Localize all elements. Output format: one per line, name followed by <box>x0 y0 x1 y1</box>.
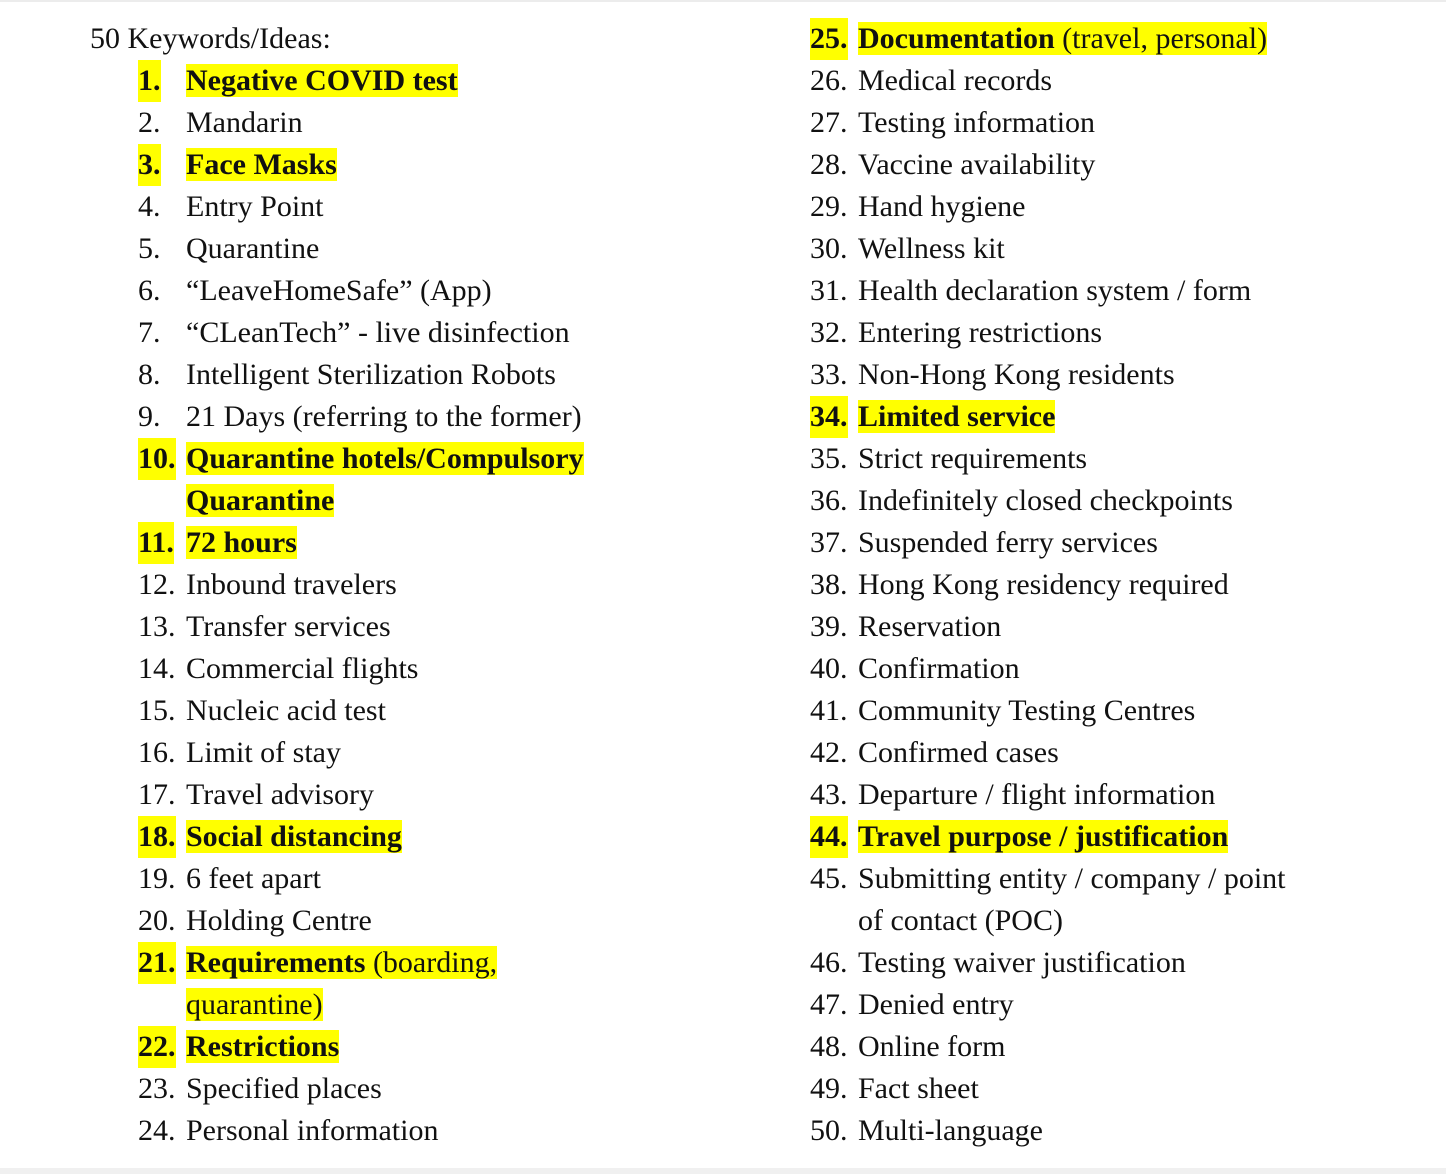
item-plain-text: quarantine) <box>186 988 323 1021</box>
list-item <box>138 732 584 774</box>
item-plain-text: Quarantine <box>186 232 320 265</box>
item-line <box>858 778 1215 811</box>
item-number: 29. <box>810 190 848 223</box>
list-item <box>810 942 1286 984</box>
item-plain-text: Commercial flights <box>186 652 419 685</box>
item-text <box>138 312 584 354</box>
item-line <box>858 148 1095 181</box>
item-line <box>186 274 492 307</box>
item-line <box>858 106 1095 139</box>
list-item <box>138 270 584 312</box>
list-item <box>138 900 584 942</box>
item-number: 10. <box>138 438 176 480</box>
item-text <box>810 438 1286 480</box>
item-text <box>810 732 1286 774</box>
item-bold-text: Requirements <box>186 946 366 979</box>
item-text <box>810 228 1286 270</box>
item-line <box>858 736 1059 769</box>
item-bold-text: Quarantine <box>186 484 335 517</box>
item-bold-text: Limited service <box>858 400 1056 433</box>
item-line <box>858 820 1228 853</box>
item-bold-text: Face Masks <box>186 148 337 181</box>
right-column <box>810 18 1286 1152</box>
list-item <box>810 522 1286 564</box>
item-text <box>138 816 584 858</box>
list-item <box>810 228 1286 270</box>
item-text <box>138 1110 584 1152</box>
list-item <box>810 354 1286 396</box>
item-line <box>186 148 337 181</box>
item-text <box>138 438 584 522</box>
list-item <box>138 144 584 186</box>
item-plain-text: Non-Hong Kong residents <box>858 358 1175 391</box>
item-number: 32. <box>810 316 848 349</box>
item-number: 4. <box>138 190 161 223</box>
item-line <box>858 694 1195 727</box>
item-number: 15. <box>138 694 176 727</box>
item-line <box>186 820 402 853</box>
item-line <box>186 862 321 895</box>
item-line <box>186 946 497 979</box>
list-item <box>138 522 584 564</box>
list-item <box>138 690 584 732</box>
item-line <box>186 358 556 391</box>
item-bold-text: 72 hours <box>186 526 297 559</box>
item-line <box>186 568 397 601</box>
item-text <box>810 564 1286 606</box>
list-item <box>810 480 1286 522</box>
item-plain-text: Travel advisory <box>186 778 375 811</box>
item-line <box>186 232 319 265</box>
list-item <box>810 1026 1286 1068</box>
list-item <box>138 438 584 522</box>
item-line <box>858 568 1229 601</box>
item-plain-text: 21 Days (referring to the former) <box>186 400 582 433</box>
item-line <box>858 1072 979 1105</box>
list-item <box>138 774 584 816</box>
item-number: 34. <box>810 396 848 438</box>
item-number: 40. <box>810 652 848 685</box>
item-line <box>858 274 1251 307</box>
item-text <box>138 690 584 732</box>
item-text <box>810 186 1286 228</box>
item-line <box>186 694 386 727</box>
item-text <box>138 396 584 438</box>
item-text <box>810 1110 1286 1152</box>
item-number: 21. <box>138 942 176 984</box>
item-plain-text: Strict requirements <box>858 442 1088 475</box>
item-text <box>810 942 1286 984</box>
item-plain-text: “CLeanTech” - live disinfection <box>186 316 570 349</box>
item-number: 39. <box>810 610 848 643</box>
item-plain-text: Intelligent Sterilization Robots <box>186 358 556 391</box>
item-line <box>858 232 1005 265</box>
item-number: 44. <box>810 816 848 858</box>
list-item <box>810 396 1286 438</box>
list-item <box>810 438 1286 480</box>
item-text <box>810 606 1286 648</box>
item-number: 30. <box>810 232 848 265</box>
item-number: 38. <box>810 568 848 601</box>
item-number: 14. <box>138 652 176 685</box>
item-plain-text: Testing information <box>858 106 1096 139</box>
item-line <box>858 64 1052 97</box>
item-number: 35. <box>810 442 848 475</box>
top-border <box>0 0 1446 2</box>
item-text <box>810 60 1286 102</box>
item-plain-text: of contact (POC) <box>858 904 1063 937</box>
item-line <box>858 484 1233 517</box>
item-line <box>858 862 1286 895</box>
item-plain-text: Inbound travelers <box>186 568 397 601</box>
list-item <box>138 1026 584 1068</box>
item-text <box>810 270 1286 312</box>
item-plain-text: 6 feet apart <box>186 862 321 895</box>
item-bold-text: Negative COVID test <box>186 64 458 97</box>
item-text <box>810 984 1286 1026</box>
item-text <box>138 1068 584 1110</box>
item-plain-text: Medical records <box>858 64 1053 97</box>
item-number: 41. <box>810 694 848 727</box>
item-number: 6. <box>138 274 161 307</box>
list-item <box>138 648 584 690</box>
list-item <box>810 186 1286 228</box>
item-line <box>186 778 374 811</box>
item-plain-text: Hand hygiene <box>858 190 1026 223</box>
item-number: 45. <box>810 862 848 895</box>
list-item <box>138 564 584 606</box>
item-text <box>138 858 584 900</box>
item-number: 31. <box>810 274 848 307</box>
item-text <box>810 102 1286 144</box>
item-bold-text: Travel purpose / justification <box>858 820 1229 853</box>
item-text <box>138 1026 584 1068</box>
item-text <box>810 690 1286 732</box>
item-number: 20. <box>138 904 176 937</box>
item-plain-text: Holding Centre <box>186 904 372 937</box>
list-item <box>138 858 584 900</box>
item-plain-text: Transfer services <box>186 610 391 643</box>
item-line <box>186 106 303 139</box>
item-line-continued <box>186 988 323 1021</box>
item-number: 5. <box>138 232 161 265</box>
item-number: 19. <box>138 862 176 895</box>
list-item <box>810 606 1286 648</box>
item-text <box>138 270 584 312</box>
list-item <box>810 774 1286 816</box>
item-bold-text: Social distancing <box>186 820 402 853</box>
list-item <box>138 228 584 270</box>
item-number: 33. <box>810 358 848 391</box>
item-plain-text: Confirmed cases <box>858 736 1059 769</box>
item-text <box>810 774 1286 816</box>
item-text <box>810 1068 1286 1110</box>
item-line <box>186 1114 438 1147</box>
item-number: 2. <box>138 106 161 139</box>
item-number: 16. <box>138 736 176 769</box>
list-heading: 50 Keywords/Ideas: <box>90 22 331 55</box>
item-number: 17. <box>138 778 176 811</box>
item-number: 7. <box>138 316 161 349</box>
list-item <box>138 942 584 1026</box>
item-text <box>138 186 584 228</box>
item-bold-text: Documentation <box>858 22 1055 55</box>
item-number: 26. <box>810 64 848 97</box>
item-line <box>858 442 1087 475</box>
list-item <box>138 102 584 144</box>
item-text <box>810 354 1286 396</box>
item-plain-text: Multi-language <box>858 1114 1043 1147</box>
item-line <box>858 946 1186 979</box>
item-text <box>138 732 584 774</box>
item-line <box>858 988 1014 1021</box>
item-text <box>810 396 1286 438</box>
item-text <box>138 522 584 564</box>
item-number: 24. <box>138 1114 176 1147</box>
list-item <box>810 144 1286 186</box>
item-line-continued <box>858 904 1063 937</box>
item-plain-text: “LeaveHomeSafe” (App) <box>186 274 492 307</box>
item-text <box>138 774 584 816</box>
item-line-continued <box>186 484 334 517</box>
item-plain-text: Testing waiver justification <box>858 946 1186 979</box>
item-line <box>186 64 458 97</box>
item-text <box>810 648 1286 690</box>
item-plain-text: (boarding, <box>365 946 498 979</box>
item-number: 37. <box>810 526 848 559</box>
item-text <box>810 816 1286 858</box>
item-text <box>138 648 584 690</box>
item-number: 3. <box>138 144 161 186</box>
item-text <box>138 60 584 102</box>
list-item <box>810 18 1286 60</box>
item-plain-text: Fact sheet <box>858 1072 979 1105</box>
item-line <box>186 316 570 349</box>
item-text <box>138 606 584 648</box>
item-number: 50. <box>810 1114 848 1147</box>
list-item <box>138 60 584 102</box>
item-plain-text: Suspended ferry services <box>858 526 1158 559</box>
item-number: 25. <box>810 18 848 60</box>
item-number: 9. <box>138 400 161 433</box>
item-plain-text: Indefinitely closed checkpoints <box>858 484 1233 517</box>
item-plain-text: Vaccine availability <box>858 148 1096 181</box>
item-plain-text: Mandarin <box>186 106 303 139</box>
item-plain-text: Hong Kong residency required <box>858 568 1229 601</box>
item-number: 18. <box>138 816 176 858</box>
item-text <box>138 564 584 606</box>
item-line <box>858 526 1158 559</box>
item-line <box>186 1030 339 1063</box>
item-line <box>186 190 324 223</box>
list-item <box>810 60 1286 102</box>
item-number: 22. <box>138 1026 176 1068</box>
item-number: 47. <box>810 988 848 1021</box>
item-line <box>858 1030 1005 1063</box>
item-plain-text: Confirmation <box>858 652 1020 685</box>
item-plain-text: Community Testing Centres <box>858 694 1196 727</box>
item-line <box>186 400 582 433</box>
item-number: 1. <box>138 60 161 102</box>
list-item <box>138 186 584 228</box>
item-line <box>186 736 341 769</box>
list-item <box>138 1110 584 1152</box>
list-item <box>810 564 1286 606</box>
item-text <box>138 228 584 270</box>
item-line <box>858 22 1267 55</box>
item-number: 23. <box>138 1072 176 1105</box>
item-text <box>810 18 1286 60</box>
item-plain-text: Online form <box>858 1030 1006 1063</box>
item-bold-text: Restrictions <box>186 1030 340 1063</box>
item-number: 27. <box>810 106 848 139</box>
item-line <box>858 358 1175 391</box>
item-plain-text: Entering restrictions <box>858 316 1103 349</box>
item-line <box>858 316 1102 349</box>
item-text <box>810 312 1286 354</box>
item-text <box>810 858 1286 942</box>
list-item <box>810 858 1286 942</box>
item-plain-text: Nucleic acid test <box>186 694 386 727</box>
item-plain-text: Limit of stay <box>186 736 341 769</box>
list-item <box>810 648 1286 690</box>
item-bold-text: Quarantine hotels/Compulsory <box>186 442 584 475</box>
list-item <box>810 732 1286 774</box>
bottom-border <box>0 1168 1446 1174</box>
item-line <box>858 652 1020 685</box>
item-text <box>810 1026 1286 1068</box>
left-column <box>138 60 584 1152</box>
list-item <box>810 270 1286 312</box>
item-text <box>138 102 584 144</box>
list-item <box>138 606 584 648</box>
item-line <box>858 610 1001 643</box>
item-text <box>138 942 584 1026</box>
item-line <box>186 904 372 937</box>
item-number: 42. <box>810 736 848 769</box>
item-line <box>858 1114 1043 1147</box>
item-text <box>810 522 1286 564</box>
item-plain-text: (travel, personal) <box>1054 22 1268 55</box>
item-number: 13. <box>138 610 176 643</box>
item-line <box>186 526 297 559</box>
item-number: 12. <box>138 568 176 601</box>
item-plain-text: Submitting entity / company / point <box>858 862 1286 895</box>
list-item <box>810 690 1286 732</box>
list-item <box>138 396 584 438</box>
list-item <box>138 312 584 354</box>
list-item <box>810 1068 1286 1110</box>
item-plain-text: Denied entry <box>858 988 1014 1021</box>
item-plain-text: Reservation <box>858 610 1002 643</box>
item-number: 28. <box>810 148 848 181</box>
list-item <box>138 354 584 396</box>
item-plain-text: Wellness kit <box>858 232 1005 265</box>
item-plain-text: Personal information <box>186 1114 439 1147</box>
item-text <box>138 354 584 396</box>
list-item <box>138 1068 584 1110</box>
item-number: 43. <box>810 778 848 811</box>
item-line <box>186 442 584 475</box>
item-plain-text: Specified places <box>186 1072 382 1105</box>
item-plain-text: Health declaration system / form <box>858 274 1252 307</box>
item-text <box>810 480 1286 522</box>
list-item <box>810 816 1286 858</box>
list-item <box>810 1110 1286 1152</box>
item-text <box>138 144 584 186</box>
item-plain-text: Entry Point <box>186 190 324 223</box>
item-text <box>810 144 1286 186</box>
item-line <box>858 190 1025 223</box>
item-line <box>858 400 1055 433</box>
item-line <box>186 610 391 643</box>
list-item <box>810 312 1286 354</box>
item-text <box>138 900 584 942</box>
item-number: 11. <box>138 522 174 564</box>
list-item <box>138 816 584 858</box>
item-line <box>186 1072 382 1105</box>
list-item <box>810 102 1286 144</box>
item-line <box>186 652 418 685</box>
item-number: 46. <box>810 946 848 979</box>
item-number: 8. <box>138 358 161 391</box>
item-number: 36. <box>810 484 848 517</box>
item-number: 48. <box>810 1030 848 1063</box>
item-plain-text: Departure / flight information <box>858 778 1216 811</box>
list-item <box>810 984 1286 1026</box>
item-number: 49. <box>810 1072 848 1105</box>
